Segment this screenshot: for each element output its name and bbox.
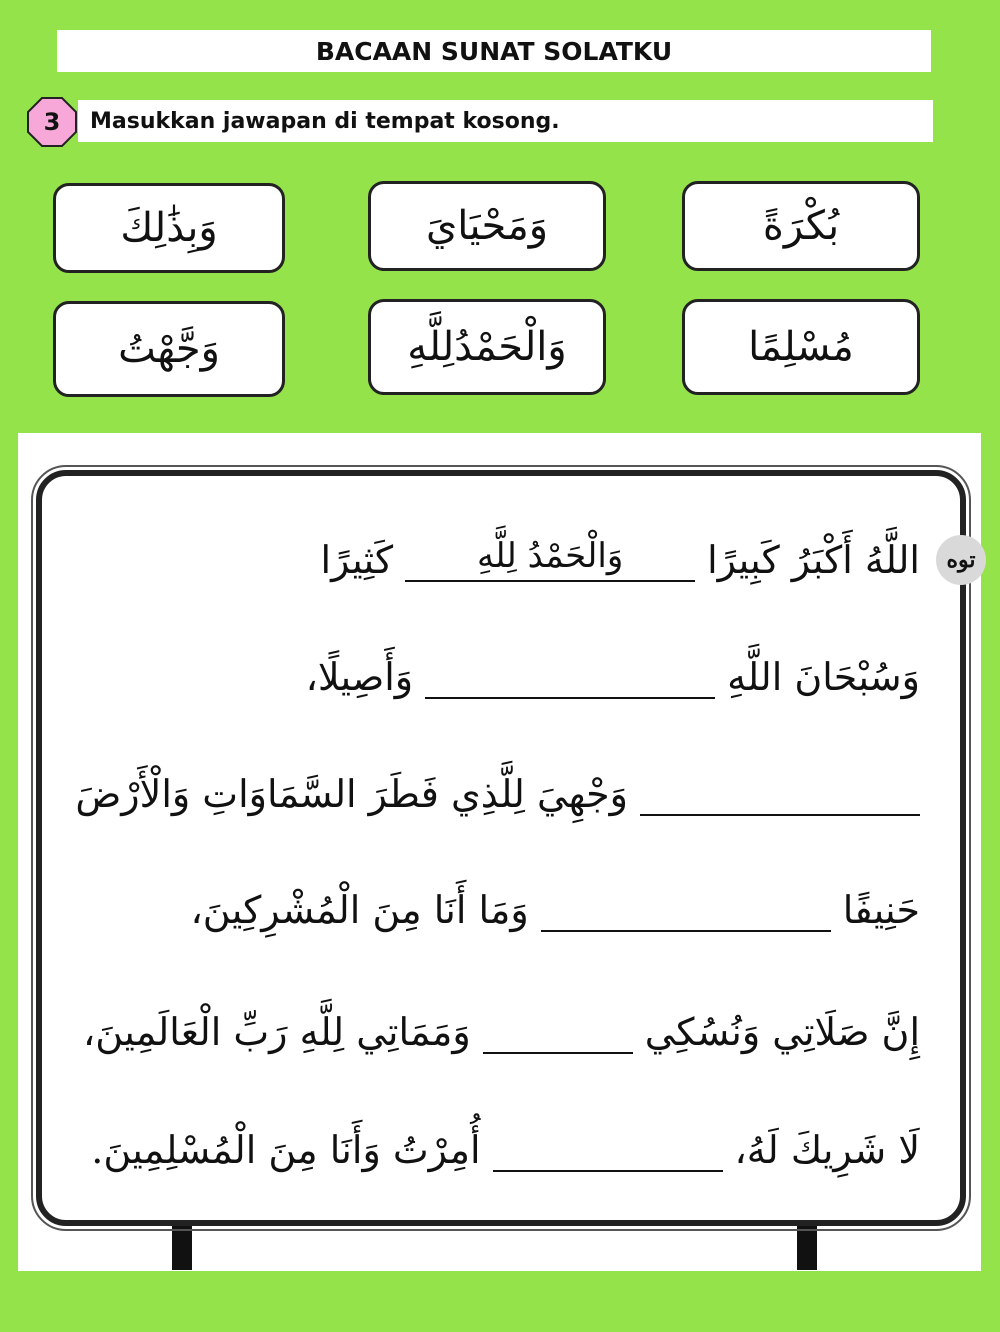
page-title [57,30,931,72]
blackboard-frame [36,470,966,1226]
option-card-musliman[interactable] [682,299,920,395]
option-text: مُسْلِمًا [748,324,854,370]
instruction-bar [78,100,933,142]
answer-blank-6[interactable] [493,1130,723,1172]
page-title-text: BACAAN SUNAT SOLATKU [315,36,673,66]
worksheet-line-4: حَنِيفًا وَمَا أَنَا مِنَ الْمُشْرِكِينَ، [190,888,920,932]
worksheet-line-1: اللَّهُ أَكْبَرُ كَبِيرًا وَالْحَمْدُ لِلَّهِ كَثِيرًا [320,536,920,582]
board-leg-right [797,1222,817,1270]
option-text: وَبِذَٰلِكَ [120,205,218,251]
option-text: وَجَّهْتُ [118,326,220,372]
worksheet-line-5: إِنَّ صَلَاتِي وَنُسُكِي وَمَمَاتِي لِلَّهِ رَبِّ الْعَالَمِينَ، [83,1010,920,1054]
option-text: وَمَحْيَايَ [425,203,549,249]
answer-blank-5[interactable] [483,1012,633,1054]
board-leg-left [172,1222,192,1270]
answer-blank-3[interactable] [640,774,920,816]
option-card-wajjahtu[interactable] [53,301,285,397]
answer-blank-1[interactable] [405,536,695,582]
option-text: بُكْرَةً [762,203,840,249]
question-number: 3 [43,108,61,136]
answer-text-1: وَالْحَمْدُ لِلَّهِ [476,536,624,576]
answer-blank-2[interactable] [425,657,715,699]
answer-blank-4[interactable] [541,890,831,932]
option-card-wamahyaya[interactable] [368,181,606,271]
option-text: وَالْحَمْدُلِلَّهِ [407,324,567,370]
worksheet-line-2: وَسُبْحَانَ اللَّهِ وَأَصِيلًا، [305,655,920,699]
question-number-badge [26,96,78,148]
option-card-walhamdulillah[interactable] [368,299,606,395]
edge-tag: توه [936,535,986,585]
instruction-text: Masukkan jawapan di tempat kosong. [90,108,560,134]
option-card-wabidhalika[interactable] [53,183,285,273]
worksheet-line-6: لَا شَرِيكَ لَهُ، أُمِرْتُ وَأَنَا مِنَ الْمُسْلِمِينَ. [91,1128,920,1172]
option-card-bukratan[interactable] [682,181,920,271]
worksheet-line-3: وَجْهِيَ لِلَّذِي فَطَرَ السَّمَاوَاتِ وَالْأَرْضَ [75,772,920,816]
